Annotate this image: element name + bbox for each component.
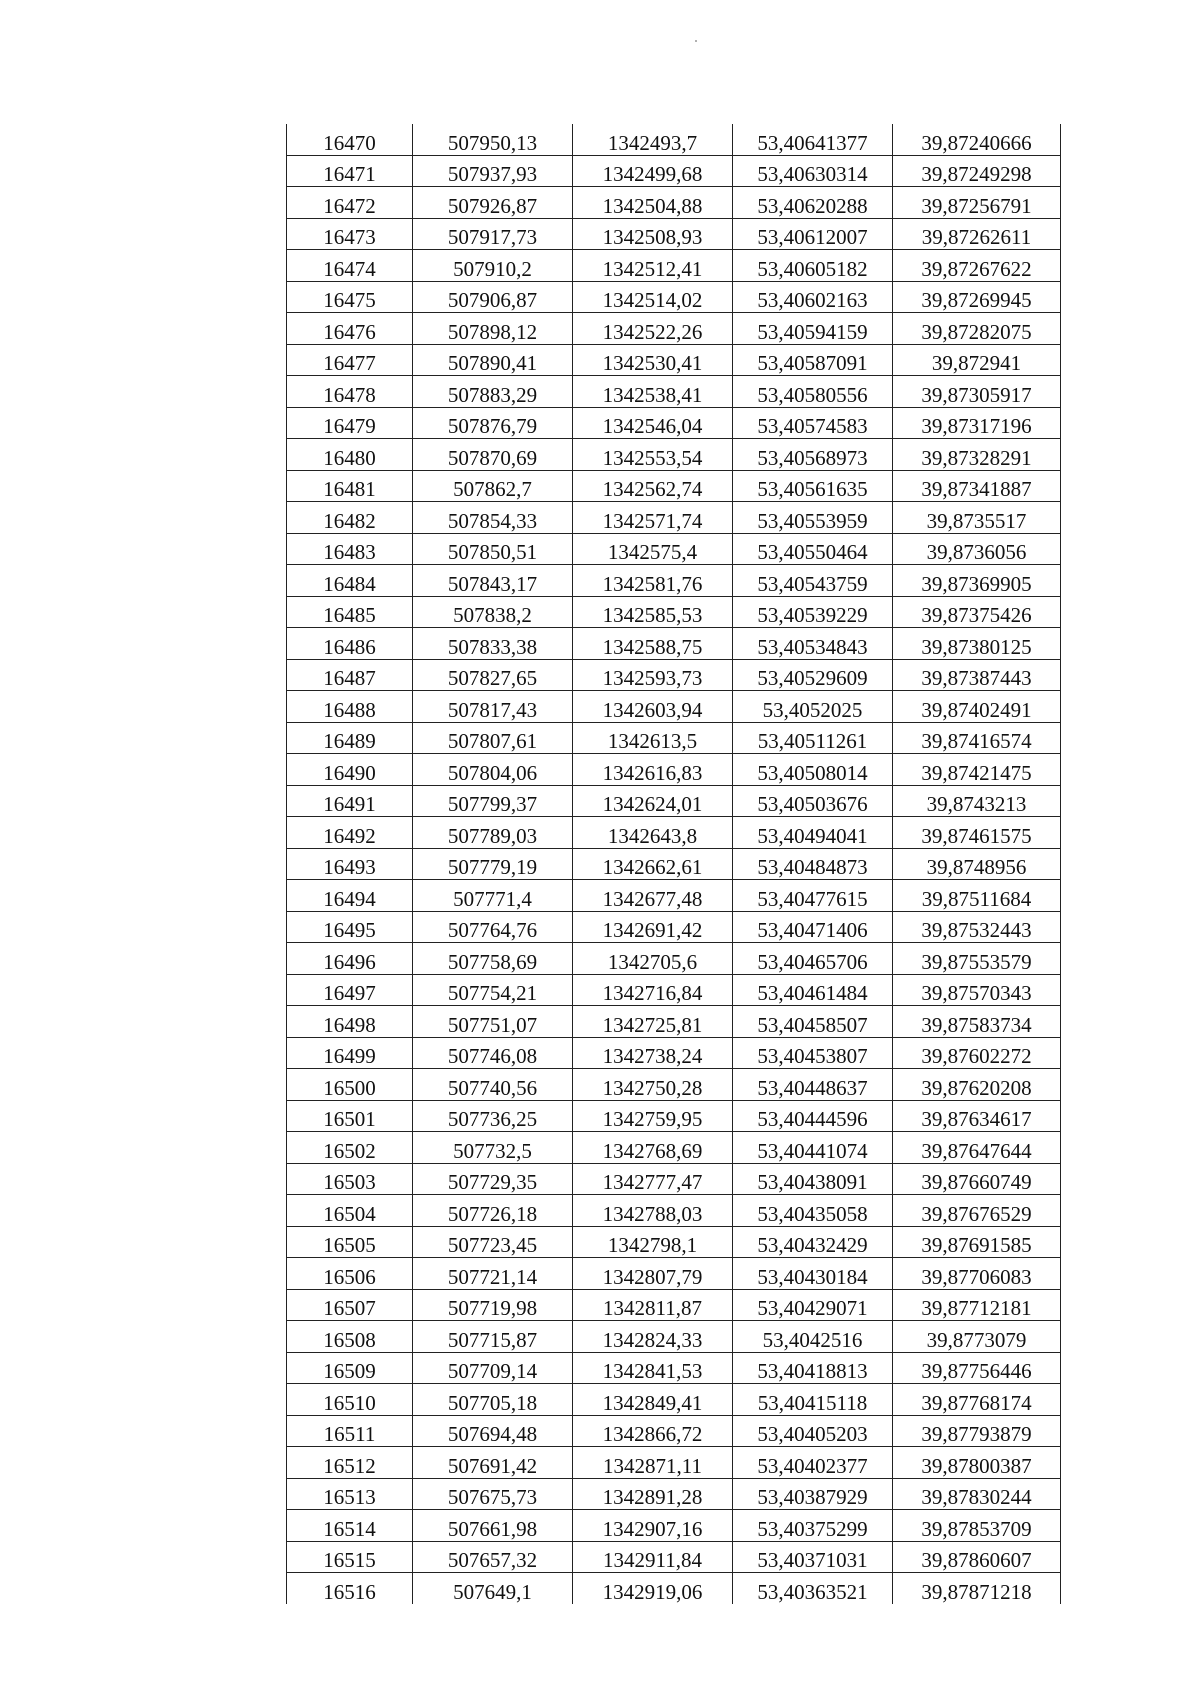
x-coordinate-cell: 507926,87 <box>413 187 573 219</box>
point-number-cell: 16493 <box>287 848 413 880</box>
latitude-cell: 53,40587091 <box>733 344 893 376</box>
table-row <box>287 313 1061 345</box>
x-coordinate-cell: 507649,1 <box>413 1573 573 1604</box>
y-coordinate-cell: 1342514,02 <box>573 281 733 313</box>
y-coordinate-cell: 1342750,28 <box>573 1069 733 1101</box>
y-coordinate-cell: 1342613,5 <box>573 722 733 754</box>
latitude-cell: 53,40363521 <box>733 1573 893 1604</box>
y-coordinate-cell: 1342788,03 <box>573 1195 733 1227</box>
x-coordinate-cell: 507754,21 <box>413 974 573 1006</box>
longitude-cell: 39,87262611 <box>893 218 1061 250</box>
y-coordinate-cell: 1342538,41 <box>573 376 733 408</box>
table-row <box>287 1100 1061 1132</box>
x-coordinate-cell: 507732,5 <box>413 1132 573 1164</box>
x-coordinate-cell: 507721,14 <box>413 1258 573 1290</box>
y-coordinate-cell: 1342866,72 <box>573 1415 733 1447</box>
longitude-cell: 39,87634617 <box>893 1100 1061 1132</box>
point-number-cell: 16475 <box>287 281 413 313</box>
coordinates-table <box>286 124 1061 1604</box>
table-row <box>287 691 1061 723</box>
longitude-cell: 39,87602272 <box>893 1037 1061 1069</box>
x-coordinate-cell: 507876,79 <box>413 407 573 439</box>
y-coordinate-cell: 1342798,1 <box>573 1226 733 1258</box>
x-coordinate-cell: 507779,19 <box>413 848 573 880</box>
longitude-cell: 39,87553579 <box>893 943 1061 975</box>
table-row <box>287 187 1061 219</box>
point-number-cell: 16508 <box>287 1321 413 1353</box>
scan-speck <box>695 40 697 42</box>
longitude-cell: 39,87793879 <box>893 1415 1061 1447</box>
point-number-cell: 16484 <box>287 565 413 597</box>
x-coordinate-cell: 507657,32 <box>413 1541 573 1573</box>
point-number-cell: 16499 <box>287 1037 413 1069</box>
y-coordinate-cell: 1342824,33 <box>573 1321 733 1353</box>
x-coordinate-cell: 507709,14 <box>413 1352 573 1384</box>
x-coordinate-cell: 507862,7 <box>413 470 573 502</box>
y-coordinate-cell: 1342585,53 <box>573 596 733 628</box>
x-coordinate-cell: 507746,08 <box>413 1037 573 1069</box>
latitude-cell: 53,40503676 <box>733 785 893 817</box>
point-number-cell: 16503 <box>287 1163 413 1195</box>
y-coordinate-cell: 1342512,41 <box>573 250 733 282</box>
x-coordinate-cell: 507715,87 <box>413 1321 573 1353</box>
x-coordinate-cell: 507691,42 <box>413 1447 573 1479</box>
y-coordinate-cell: 1342725,81 <box>573 1006 733 1038</box>
point-number-cell: 16498 <box>287 1006 413 1038</box>
latitude-cell: 53,40441074 <box>733 1132 893 1164</box>
y-coordinate-cell: 1342493,7 <box>573 124 733 155</box>
y-coordinate-cell: 1342911,84 <box>573 1541 733 1573</box>
latitude-cell: 53,40612007 <box>733 218 893 250</box>
y-coordinate-cell: 1342643,8 <box>573 817 733 849</box>
table-row <box>287 218 1061 250</box>
x-coordinate-cell: 507843,17 <box>413 565 573 597</box>
x-coordinate-cell: 507736,25 <box>413 1100 573 1132</box>
y-coordinate-cell: 1342716,84 <box>573 974 733 1006</box>
table-row <box>287 596 1061 628</box>
table-row <box>287 155 1061 187</box>
table-row <box>287 533 1061 565</box>
latitude-cell: 53,40430184 <box>733 1258 893 1290</box>
table-row <box>287 722 1061 754</box>
x-coordinate-cell: 507838,2 <box>413 596 573 628</box>
x-coordinate-cell: 507906,87 <box>413 281 573 313</box>
point-number-cell: 16483 <box>287 533 413 565</box>
longitude-cell: 39,87532443 <box>893 911 1061 943</box>
latitude-cell: 53,40458507 <box>733 1006 893 1038</box>
x-coordinate-cell: 507950,13 <box>413 124 573 155</box>
latitude-cell: 53,40471406 <box>733 911 893 943</box>
table-row <box>287 628 1061 660</box>
y-coordinate-cell: 1342759,95 <box>573 1100 733 1132</box>
y-coordinate-cell: 1342849,41 <box>573 1384 733 1416</box>
table-row <box>287 1478 1061 1510</box>
point-number-cell: 16485 <box>287 596 413 628</box>
y-coordinate-cell: 1342553,54 <box>573 439 733 471</box>
y-coordinate-cell: 1342907,16 <box>573 1510 733 1542</box>
longitude-cell: 39,87240666 <box>893 124 1061 155</box>
longitude-cell: 39,87421475 <box>893 754 1061 786</box>
longitude-cell: 39,87853709 <box>893 1510 1061 1542</box>
table-row <box>287 943 1061 975</box>
latitude-cell: 53,40402377 <box>733 1447 893 1479</box>
x-coordinate-cell: 507850,51 <box>413 533 573 565</box>
longitude-cell: 39,87706083 <box>893 1258 1061 1290</box>
longitude-cell: 39,87416574 <box>893 722 1061 754</box>
point-number-cell: 16497 <box>287 974 413 1006</box>
point-number-cell: 16479 <box>287 407 413 439</box>
y-coordinate-cell: 1342807,79 <box>573 1258 733 1290</box>
latitude-cell: 53,40465706 <box>733 943 893 975</box>
y-coordinate-cell: 1342891,28 <box>573 1478 733 1510</box>
x-coordinate-cell: 507833,38 <box>413 628 573 660</box>
x-coordinate-cell: 507807,61 <box>413 722 573 754</box>
point-number-cell: 16514 <box>287 1510 413 1542</box>
point-number-cell: 16510 <box>287 1384 413 1416</box>
y-coordinate-cell: 1342677,48 <box>573 880 733 912</box>
latitude-cell: 53,40444596 <box>733 1100 893 1132</box>
table-row <box>287 407 1061 439</box>
point-number-cell: 16474 <box>287 250 413 282</box>
longitude-cell: 39,87402491 <box>893 691 1061 723</box>
latitude-cell: 53,40539229 <box>733 596 893 628</box>
point-number-cell: 16477 <box>287 344 413 376</box>
point-number-cell: 16494 <box>287 880 413 912</box>
point-number-cell: 16500 <box>287 1069 413 1101</box>
point-number-cell: 16495 <box>287 911 413 943</box>
point-number-cell: 16487 <box>287 659 413 691</box>
x-coordinate-cell: 507789,03 <box>413 817 573 849</box>
longitude-cell: 39,872941 <box>893 344 1061 376</box>
table-row <box>287 659 1061 691</box>
table-row <box>287 565 1061 597</box>
x-coordinate-cell: 507817,43 <box>413 691 573 723</box>
table-row <box>287 1226 1061 1258</box>
y-coordinate-cell: 1342571,74 <box>573 502 733 534</box>
latitude-cell: 53,40461484 <box>733 974 893 1006</box>
point-number-cell: 16476 <box>287 313 413 345</box>
y-coordinate-cell: 1342616,83 <box>573 754 733 786</box>
latitude-cell: 53,40511261 <box>733 722 893 754</box>
latitude-cell: 53,40561635 <box>733 470 893 502</box>
x-coordinate-cell: 507854,33 <box>413 502 573 534</box>
table-row <box>287 817 1061 849</box>
point-number-cell: 16491 <box>287 785 413 817</box>
longitude-cell: 39,87256791 <box>893 187 1061 219</box>
latitude-cell: 53,40534843 <box>733 628 893 660</box>
longitude-cell: 39,87583734 <box>893 1006 1061 1038</box>
longitude-cell: 39,87712181 <box>893 1289 1061 1321</box>
y-coordinate-cell: 1342871,11 <box>573 1447 733 1479</box>
longitude-cell: 39,87317196 <box>893 407 1061 439</box>
y-coordinate-cell: 1342919,06 <box>573 1573 733 1604</box>
x-coordinate-cell: 507827,65 <box>413 659 573 691</box>
latitude-cell: 53,40641377 <box>733 124 893 155</box>
table-row <box>287 1037 1061 1069</box>
y-coordinate-cell: 1342705,6 <box>573 943 733 975</box>
table-row <box>287 1258 1061 1290</box>
y-coordinate-cell: 1342624,01 <box>573 785 733 817</box>
latitude-cell: 53,40435058 <box>733 1195 893 1227</box>
x-coordinate-cell: 507799,37 <box>413 785 573 817</box>
x-coordinate-cell: 507910,2 <box>413 250 573 282</box>
latitude-cell: 53,40371031 <box>733 1541 893 1573</box>
longitude-cell: 39,87305917 <box>893 376 1061 408</box>
x-coordinate-cell: 507740,56 <box>413 1069 573 1101</box>
y-coordinate-cell: 1342504,88 <box>573 187 733 219</box>
table-row <box>287 1006 1061 1038</box>
table-row <box>287 1069 1061 1101</box>
x-coordinate-cell: 507694,48 <box>413 1415 573 1447</box>
latitude-cell: 53,40605182 <box>733 250 893 282</box>
longitude-cell: 39,87830244 <box>893 1478 1061 1510</box>
y-coordinate-cell: 1342499,68 <box>573 155 733 187</box>
latitude-cell: 53,40568973 <box>733 439 893 471</box>
point-number-cell: 16471 <box>287 155 413 187</box>
longitude-cell: 39,87341887 <box>893 470 1061 502</box>
latitude-cell: 53,40375299 <box>733 1510 893 1542</box>
x-coordinate-cell: 507937,93 <box>413 155 573 187</box>
x-coordinate-cell: 507883,29 <box>413 376 573 408</box>
table-row <box>287 1447 1061 1479</box>
longitude-cell: 39,87511684 <box>893 880 1061 912</box>
latitude-cell: 53,40630314 <box>733 155 893 187</box>
y-coordinate-cell: 1342581,76 <box>573 565 733 597</box>
x-coordinate-cell: 507719,98 <box>413 1289 573 1321</box>
longitude-cell: 39,87756446 <box>893 1352 1061 1384</box>
latitude-cell: 53,40453807 <box>733 1037 893 1069</box>
x-coordinate-cell: 507804,06 <box>413 754 573 786</box>
point-number-cell: 16478 <box>287 376 413 408</box>
table-row <box>287 911 1061 943</box>
longitude-cell: 39,87570343 <box>893 974 1061 1006</box>
table-row <box>287 1195 1061 1227</box>
latitude-cell: 53,40494041 <box>733 817 893 849</box>
x-coordinate-cell: 507771,4 <box>413 880 573 912</box>
table-row <box>287 754 1061 786</box>
x-coordinate-cell: 507675,73 <box>413 1478 573 1510</box>
point-number-cell: 16512 <box>287 1447 413 1479</box>
point-number-cell: 16509 <box>287 1352 413 1384</box>
table-row <box>287 250 1061 282</box>
y-coordinate-cell: 1342691,42 <box>573 911 733 943</box>
table-row <box>287 974 1061 1006</box>
table-row <box>287 1510 1061 1542</box>
table-row <box>287 281 1061 313</box>
table-row <box>287 1415 1061 1447</box>
point-number-cell: 16482 <box>287 502 413 534</box>
y-coordinate-cell: 1342841,53 <box>573 1352 733 1384</box>
latitude-cell: 53,40418813 <box>733 1352 893 1384</box>
x-coordinate-cell: 507729,35 <box>413 1163 573 1195</box>
latitude-cell: 53,40448637 <box>733 1069 893 1101</box>
longitude-cell: 39,87871218 <box>893 1573 1061 1604</box>
longitude-cell: 39,8736056 <box>893 533 1061 565</box>
latitude-cell: 53,4052025 <box>733 691 893 723</box>
point-number-cell: 16515 <box>287 1541 413 1573</box>
longitude-cell: 39,87620208 <box>893 1069 1061 1101</box>
x-coordinate-cell: 507890,41 <box>413 344 573 376</box>
point-number-cell: 16501 <box>287 1100 413 1132</box>
y-coordinate-cell: 1342522,26 <box>573 313 733 345</box>
latitude-cell: 53,40484873 <box>733 848 893 880</box>
table-row <box>287 1352 1061 1384</box>
table-row <box>287 848 1061 880</box>
y-coordinate-cell: 1342508,93 <box>573 218 733 250</box>
point-number-cell: 16506 <box>287 1258 413 1290</box>
longitude-cell: 39,87282075 <box>893 313 1061 345</box>
point-number-cell: 16502 <box>287 1132 413 1164</box>
latitude-cell: 53,40620288 <box>733 187 893 219</box>
table-row <box>287 1289 1061 1321</box>
latitude-cell: 53,40602163 <box>733 281 893 313</box>
table-row <box>287 1541 1061 1573</box>
longitude-cell: 39,87380125 <box>893 628 1061 660</box>
latitude-cell: 53,4042516 <box>733 1321 893 1353</box>
y-coordinate-cell: 1342811,87 <box>573 1289 733 1321</box>
point-number-cell: 16490 <box>287 754 413 786</box>
latitude-cell: 53,40438091 <box>733 1163 893 1195</box>
y-coordinate-cell: 1342562,74 <box>573 470 733 502</box>
table-row <box>287 1163 1061 1195</box>
point-number-cell: 16488 <box>287 691 413 723</box>
longitude-cell: 39,87369905 <box>893 565 1061 597</box>
longitude-cell: 39,87267622 <box>893 250 1061 282</box>
y-coordinate-cell: 1342530,41 <box>573 344 733 376</box>
latitude-cell: 53,40553959 <box>733 502 893 534</box>
point-number-cell: 16507 <box>287 1289 413 1321</box>
x-coordinate-cell: 507705,18 <box>413 1384 573 1416</box>
point-number-cell: 16505 <box>287 1226 413 1258</box>
latitude-cell: 53,40594159 <box>733 313 893 345</box>
longitude-cell: 39,87375426 <box>893 596 1061 628</box>
table-row <box>287 344 1061 376</box>
point-number-cell: 16470 <box>287 124 413 155</box>
y-coordinate-cell: 1342777,47 <box>573 1163 733 1195</box>
latitude-cell: 53,40529609 <box>733 659 893 691</box>
table-row <box>287 439 1061 471</box>
longitude-cell: 39,87800387 <box>893 1447 1061 1479</box>
y-coordinate-cell: 1342768,69 <box>573 1132 733 1164</box>
longitude-cell: 39,87249298 <box>893 155 1061 187</box>
table-row <box>287 376 1061 408</box>
longitude-cell: 39,8743213 <box>893 785 1061 817</box>
table-row <box>287 1132 1061 1164</box>
point-number-cell: 16480 <box>287 439 413 471</box>
table-row <box>287 502 1061 534</box>
point-number-cell: 16473 <box>287 218 413 250</box>
longitude-cell: 39,8748956 <box>893 848 1061 880</box>
x-coordinate-cell: 507917,73 <box>413 218 573 250</box>
x-coordinate-cell: 507726,18 <box>413 1195 573 1227</box>
table-row <box>287 1573 1061 1604</box>
table-row <box>287 880 1061 912</box>
point-number-cell: 16472 <box>287 187 413 219</box>
latitude-cell: 53,40550464 <box>733 533 893 565</box>
y-coordinate-cell: 1342546,04 <box>573 407 733 439</box>
longitude-cell: 39,8773079 <box>893 1321 1061 1353</box>
point-number-cell: 16504 <box>287 1195 413 1227</box>
longitude-cell: 39,87768174 <box>893 1384 1061 1416</box>
table-row <box>287 470 1061 502</box>
table-row <box>287 124 1061 155</box>
longitude-cell: 39,87691585 <box>893 1226 1061 1258</box>
y-coordinate-cell: 1342662,61 <box>573 848 733 880</box>
x-coordinate-cell: 507661,98 <box>413 1510 573 1542</box>
x-coordinate-cell: 507764,76 <box>413 911 573 943</box>
point-number-cell: 16492 <box>287 817 413 849</box>
latitude-cell: 53,40432429 <box>733 1226 893 1258</box>
point-number-cell: 16513 <box>287 1478 413 1510</box>
coordinates-table-body <box>287 124 1061 1604</box>
longitude-cell: 39,8735517 <box>893 502 1061 534</box>
latitude-cell: 53,40543759 <box>733 565 893 597</box>
longitude-cell: 39,87269945 <box>893 281 1061 313</box>
point-number-cell: 16496 <box>287 943 413 975</box>
y-coordinate-cell: 1342738,24 <box>573 1037 733 1069</box>
longitude-cell: 39,87860607 <box>893 1541 1061 1573</box>
table-row <box>287 785 1061 817</box>
x-coordinate-cell: 507898,12 <box>413 313 573 345</box>
longitude-cell: 39,87461575 <box>893 817 1061 849</box>
longitude-cell: 39,87647644 <box>893 1132 1061 1164</box>
x-coordinate-cell: 507870,69 <box>413 439 573 471</box>
longitude-cell: 39,87328291 <box>893 439 1061 471</box>
latitude-cell: 53,40387929 <box>733 1478 893 1510</box>
latitude-cell: 53,40580556 <box>733 376 893 408</box>
latitude-cell: 53,40405203 <box>733 1415 893 1447</box>
y-coordinate-cell: 1342575,4 <box>573 533 733 565</box>
y-coordinate-cell: 1342588,75 <box>573 628 733 660</box>
x-coordinate-cell: 507758,69 <box>413 943 573 975</box>
x-coordinate-cell: 507751,07 <box>413 1006 573 1038</box>
y-coordinate-cell: 1342603,94 <box>573 691 733 723</box>
y-coordinate-cell: 1342593,73 <box>573 659 733 691</box>
point-number-cell: 16516 <box>287 1573 413 1604</box>
longitude-cell: 39,87660749 <box>893 1163 1061 1195</box>
table-row <box>287 1321 1061 1353</box>
point-number-cell: 16481 <box>287 470 413 502</box>
longitude-cell: 39,87387443 <box>893 659 1061 691</box>
latitude-cell: 53,40574583 <box>733 407 893 439</box>
longitude-cell: 39,87676529 <box>893 1195 1061 1227</box>
table-row <box>287 1384 1061 1416</box>
latitude-cell: 53,40415118 <box>733 1384 893 1416</box>
latitude-cell: 53,40429071 <box>733 1289 893 1321</box>
latitude-cell: 53,40508014 <box>733 754 893 786</box>
point-number-cell: 16511 <box>287 1415 413 1447</box>
point-number-cell: 16489 <box>287 722 413 754</box>
x-coordinate-cell: 507723,45 <box>413 1226 573 1258</box>
latitude-cell: 53,40477615 <box>733 880 893 912</box>
point-number-cell: 16486 <box>287 628 413 660</box>
